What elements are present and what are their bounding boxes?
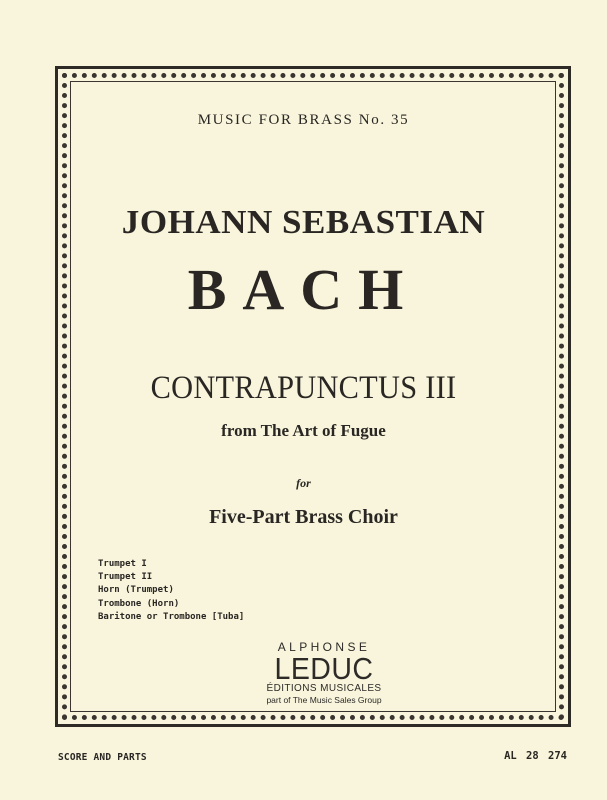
publisher-line-2: LEDUC <box>274 651 374 686</box>
publisher-line-3: ÉDITIONS MUSICALES <box>266 683 382 694</box>
instrument-item: Horn (Trumpet) <box>98 585 174 596</box>
publisher-line-4: part of The Music Sales Group <box>266 695 382 705</box>
instrument-item: Trumpet I <box>98 559 147 569</box>
for-label: for <box>296 476 311 490</box>
catalog-number: AL 28 274 <box>504 750 567 762</box>
work-title: CONTRAPUNCTUS III <box>150 370 457 406</box>
composer-first-names: JOHANN SEBASTIAN <box>121 204 486 241</box>
instrument-item: Trombone (Horn) <box>98 598 180 609</box>
work-subtitle: from The Art of Fugue <box>221 421 386 440</box>
ensemble-title: Five-Part Brass Choir <box>209 506 398 528</box>
instrument-item: Trumpet II <box>98 572 153 583</box>
instrument-list <box>98 558 244 624</box>
composer-last-name: BACH <box>187 257 420 322</box>
publisher-line-1: ALPHONSE <box>277 640 371 654</box>
series-title: MUSIC FOR BRASS No. 35 <box>197 112 410 128</box>
instrument-item: Baritone or Trombone [Tuba] <box>98 611 245 622</box>
publisher-logo <box>254 640 394 706</box>
edition-type: SCORE AND PARTS <box>58 752 147 763</box>
